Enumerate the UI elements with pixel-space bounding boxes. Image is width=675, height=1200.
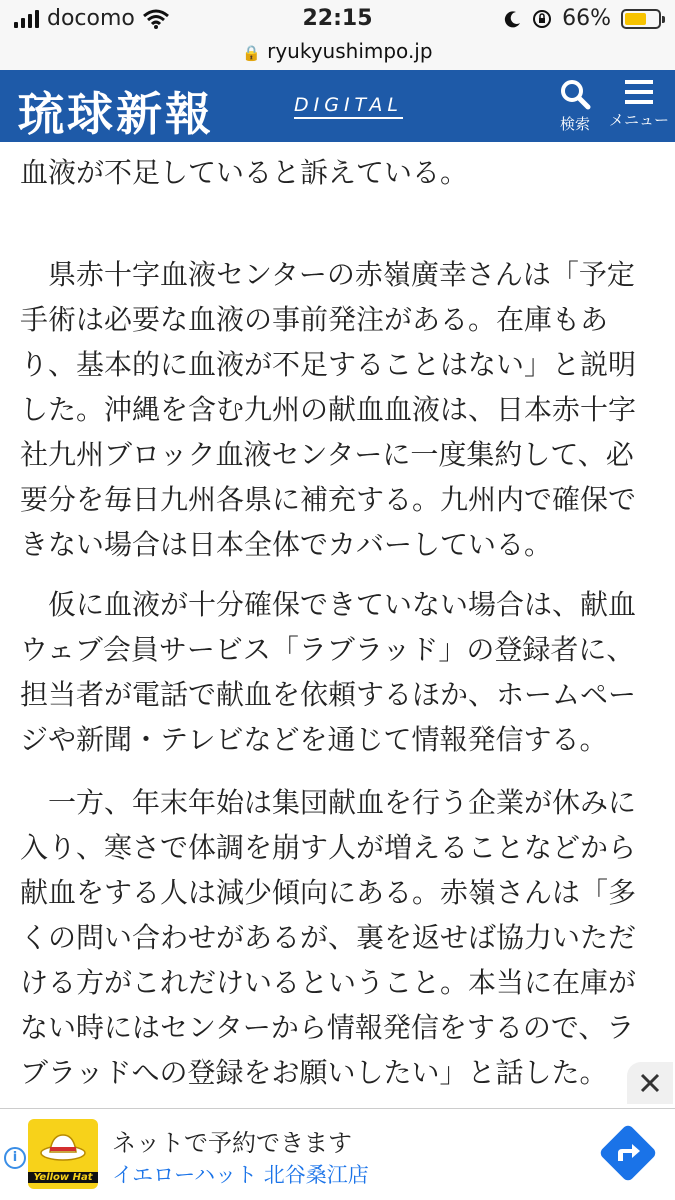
paragraph-line: り、基本的に血液が不足することはない」と説明 bbox=[20, 348, 637, 381]
info-icon[interactable]: i bbox=[4, 1147, 26, 1169]
rotation-lock-icon bbox=[532, 9, 552, 29]
paragraph-line: 要分を毎日九州各県に補充する。九州内で確保で bbox=[20, 483, 637, 516]
article-body bbox=[0, 142, 675, 1100]
ad-brand: Yellow Hat bbox=[28, 1172, 98, 1183]
search-label: 検索 bbox=[559, 115, 590, 133]
hamburger-icon bbox=[623, 78, 655, 106]
paragraph-line: した。沖縄を含む九州の献血血液は、日本赤十字 bbox=[20, 393, 637, 426]
moon-icon bbox=[504, 10, 522, 28]
menu-label: メニュー bbox=[608, 111, 669, 129]
paragraph-line: きない場合は日本全体でカバーしている。 bbox=[20, 528, 553, 561]
paragraph-line: ウェブ会員サービス「ラブラッド」の登録者に、 bbox=[20, 633, 635, 666]
paragraph-line: 入り、寒さで体調を崩す人が増えることなどから bbox=[20, 831, 637, 864]
status-right bbox=[504, 6, 661, 31]
battery-icon bbox=[621, 9, 661, 29]
paragraph-line: ジや新聞・テレビなどを通じて情報発信する。 bbox=[20, 723, 608, 756]
close-icon bbox=[639, 1072, 661, 1094]
ad-close-button[interactable] bbox=[627, 1062, 673, 1104]
lock-icon: 🔒 bbox=[242, 44, 262, 62]
paragraph-line: 一方、年末年始は集団献血を行う企業が休みに bbox=[20, 786, 637, 819]
ad-logo[interactable] bbox=[28, 1119, 98, 1189]
url-text: ryukyushimpo.jp bbox=[267, 39, 433, 63]
ad-subtitle[interactable]: イエローハット 北谷桑江店 bbox=[112, 1163, 369, 1187]
paragraph-line: ない時にはセンターから情報発信をするので、ラ bbox=[20, 1011, 635, 1044]
ad-title[interactable]: ネットで予約できます bbox=[112, 1129, 352, 1157]
carrier-label: docomo bbox=[47, 6, 135, 31]
hat-icon bbox=[40, 1131, 86, 1161]
directions-icon[interactable] bbox=[598, 1123, 658, 1183]
battery-percent: 66% bbox=[562, 6, 611, 31]
status-bar bbox=[0, 0, 675, 40]
article-paragraph bbox=[20, 780, 660, 1095]
site-logo[interactable]: 琉球新報 bbox=[18, 87, 214, 141]
paragraph-line: 担当者が電話で献血を依頼するほか、ホームペー bbox=[20, 678, 637, 711]
menu-button[interactable] bbox=[604, 78, 674, 130]
article-paragraph bbox=[20, 582, 660, 762]
site-header bbox=[0, 70, 675, 142]
article-paragraph bbox=[20, 150, 660, 195]
paragraph-line: 社九州ブロック血液センターに一度集約して、必 bbox=[20, 438, 634, 471]
paragraph-line: くの問い合わせがあるが、裏を返せば協力いただ bbox=[20, 921, 637, 954]
paragraph-line: 仮に血液が十分確保できていない場合は、献血 bbox=[20, 588, 637, 621]
url-bar[interactable] bbox=[0, 40, 675, 70]
battery-fill bbox=[625, 13, 646, 25]
ad-banner[interactable] bbox=[0, 1108, 675, 1200]
paragraph-line: 献血をする人は減少傾向にある。赤嶺さんは「多 bbox=[20, 876, 637, 909]
paragraph-line: 県赤十字血液センターの赤嶺廣幸さんは「予定 bbox=[20, 258, 635, 291]
site-logo-sub: DIGITAL bbox=[294, 94, 403, 119]
search-button[interactable] bbox=[540, 78, 610, 134]
article-paragraph bbox=[20, 252, 660, 567]
paragraph-line: ける方がこれだけいるということ。本当に在庫が bbox=[20, 966, 637, 999]
search-icon bbox=[559, 78, 591, 110]
paragraph-line: ブラッドへの登録をお願いしたい」と話した。 bbox=[20, 1056, 608, 1089]
paragraph-line: 手術は必要な血液の事前発注がある。在庫もあ bbox=[20, 303, 609, 336]
paragraph-line: 血液が不足していると訴えている。 bbox=[20, 156, 469, 189]
clock: 22:15 bbox=[302, 6, 373, 31]
